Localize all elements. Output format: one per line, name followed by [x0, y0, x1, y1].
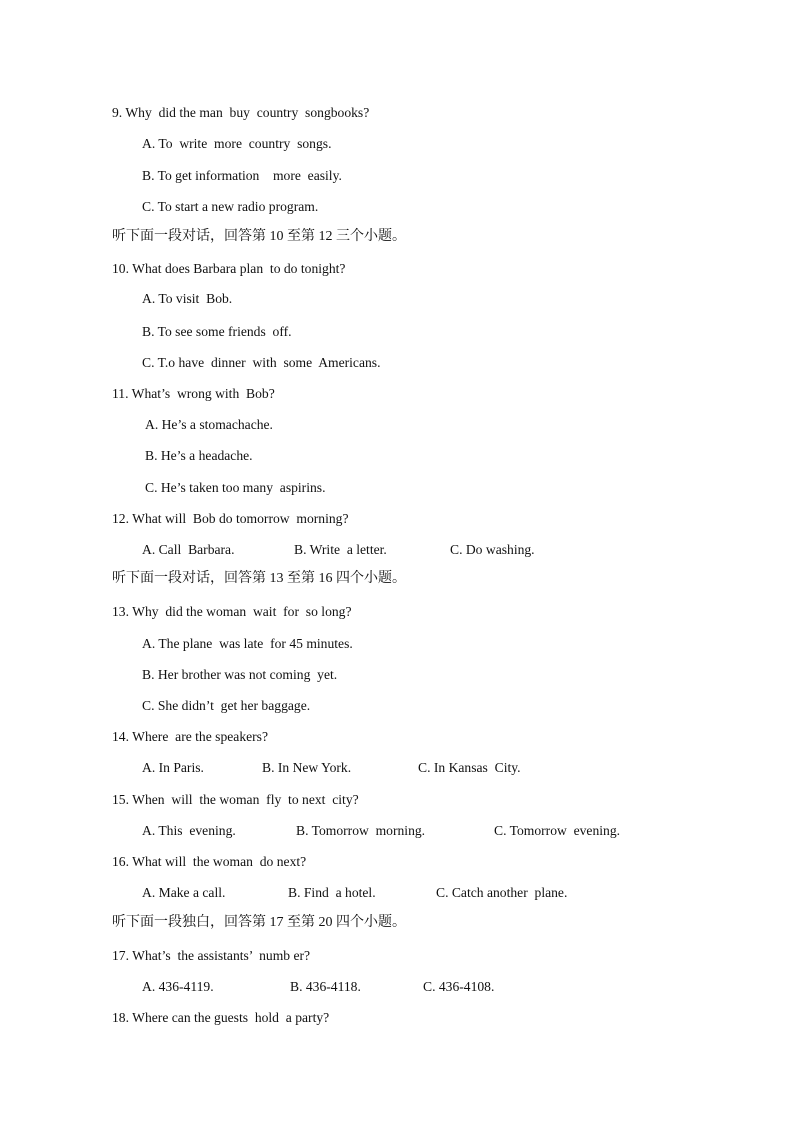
q11-option-c: C. He’s taken too many aspirins. — [145, 480, 326, 495]
q14-option-a: A. In Paris. — [142, 760, 204, 775]
q17-option-c: C. 436-4108. — [423, 979, 495, 994]
q15-options-row — [0, 822, 794, 840]
question-16: 16. What will the woman do next? — [112, 854, 307, 869]
q12-option-a: A. Call Barbara. — [142, 542, 235, 557]
q17-option-a: A. 436-4119. — [142, 979, 214, 994]
q14-option-c: C. In Kansas City. — [418, 760, 521, 775]
q9-option-b: B. To get information more easily. — [142, 168, 342, 183]
question-17: 17. What’s the assistants’ numb er? — [112, 948, 311, 963]
q10-option-b: B. To see some friends off. — [142, 324, 292, 339]
q16-option-a: A. Make a call. — [142, 885, 226, 900]
q16-option-b: B. Find a hotel. — [288, 885, 376, 900]
q11-option-a: A. He’s a stomachache. — [145, 417, 273, 432]
question-10: 10. What does Barbara plan to do tonight? — [112, 261, 346, 276]
q15-option-a: A. This evening. — [142, 823, 236, 838]
q9-option-c: C. To start a new radio program. — [142, 199, 319, 214]
question-15: 15. When will the woman fly to next city? — [112, 792, 359, 807]
section-instruction-13-16: 听下面一段对话，回答第 13 至第 16 四个小题。 — [112, 571, 406, 586]
question-12: 12. What will Bob do tomorrow morning? — [112, 511, 349, 526]
q11-option-b: B. He’s a headache. — [145, 448, 253, 463]
question-9: 9. Why did the man buy country songbooks? — [112, 105, 370, 120]
q14-options-row — [0, 759, 794, 777]
q12-option-c: C. Do washing. — [450, 542, 535, 557]
q12-option-b: B. Write a letter. — [294, 542, 387, 557]
q14-option-b: B. In New York. — [262, 760, 352, 775]
q12-options-row — [0, 541, 794, 559]
q13-option-a: A. The plane was late for 45 minutes. — [142, 636, 353, 651]
q17-options-row — [0, 978, 794, 996]
question-14: 14. Where are the speakers? — [112, 729, 268, 744]
q15-option-b: B. Tomorrow morning. — [296, 823, 426, 838]
question-18: 18. Where can the guests hold a party? — [112, 1010, 330, 1025]
question-11: 11. What’s wrong with Bob? — [112, 386, 275, 401]
q10-option-c: C. T.o have dinner with some Americans. — [142, 355, 381, 370]
q17-option-b: B. 436-4118. — [290, 979, 361, 994]
q16-options-row — [0, 884, 794, 902]
section-instruction-17-20: 听下面一段独白，回答第 17 至第 20 四个小题。 — [112, 915, 406, 930]
q9-option-a: A. To write more country songs. — [142, 136, 332, 151]
q10-option-a: A. To visit Bob. — [142, 291, 233, 306]
q16-option-c: C. Catch another plane. — [436, 885, 568, 900]
q13-option-b: B. Her brother was not coming yet. — [142, 667, 338, 682]
question-13: 13. Why did the woman wait for so long? — [112, 604, 352, 619]
q15-option-c: C. Tomorrow evening. — [494, 823, 621, 838]
section-instruction-10-12: 听下面一段对话，回答第 10 至第 12 三个小题。 — [112, 229, 406, 244]
q13-option-c: C. She didn’t get her baggage. — [142, 698, 311, 713]
